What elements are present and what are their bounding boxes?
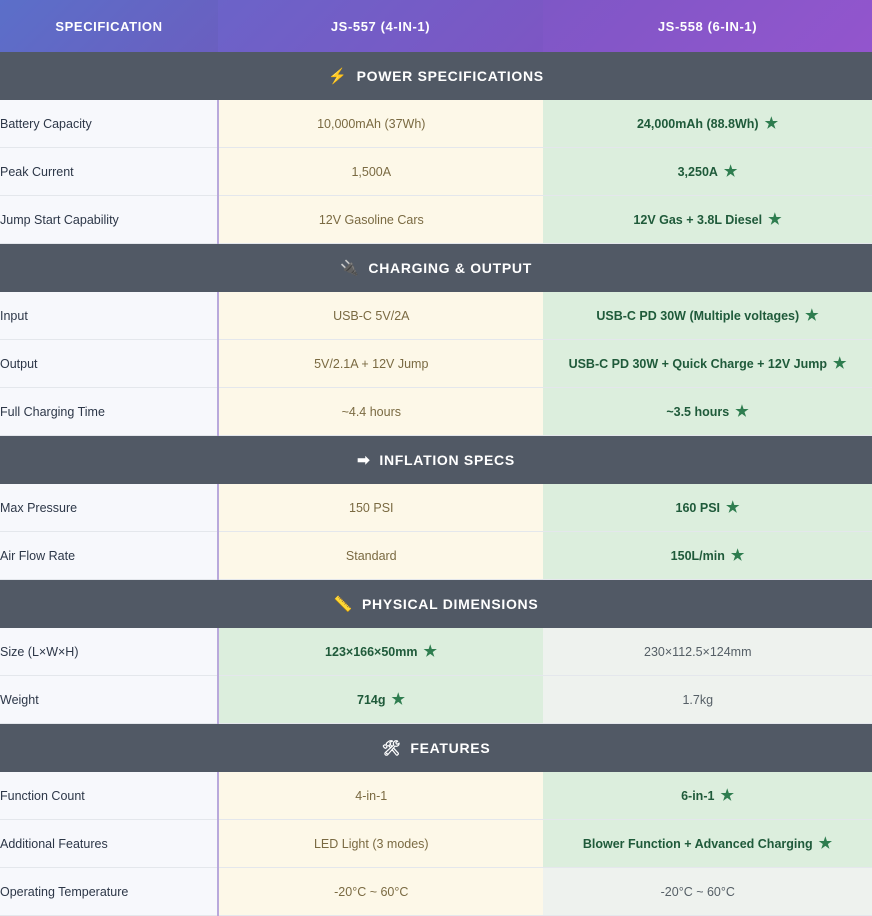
arrow-right-icon: ➡ xyxy=(357,451,371,469)
value-wrapper xyxy=(219,164,543,179)
value-cell-js558 xyxy=(543,148,872,196)
value-wrapper xyxy=(543,212,872,227)
value-cell-js558 xyxy=(543,532,872,580)
value-cell-js558 xyxy=(543,196,872,244)
value-text: 1.7kg xyxy=(682,692,714,707)
value-cell-js558 xyxy=(543,676,872,724)
header-row xyxy=(0,0,872,52)
winner-star-icon: ★ xyxy=(730,547,745,564)
value-text: 123×166×50mm xyxy=(325,644,418,659)
value-cell-js558 xyxy=(543,292,872,340)
section-header-content xyxy=(0,260,872,276)
winner-star-icon: ★ xyxy=(423,643,437,660)
table-row xyxy=(0,820,872,868)
spec-label: Output xyxy=(0,340,218,388)
spec-label: Jump Start Capability xyxy=(0,196,218,244)
table-row xyxy=(0,772,872,820)
value-cell-js557 xyxy=(218,628,543,676)
spec-label: Full Charging Time xyxy=(0,388,218,436)
value-cell-js558 xyxy=(543,868,872,916)
section-header-content xyxy=(0,68,872,84)
value-wrapper xyxy=(543,308,872,323)
section-title: CHARGING & OUTPUT xyxy=(368,260,532,276)
value-cell-js558 xyxy=(543,628,872,676)
table-row xyxy=(0,628,872,676)
value-text: ~3.5 hours xyxy=(666,404,730,419)
value-cell-js558 xyxy=(543,100,872,148)
value-text: 1,500A xyxy=(351,164,392,179)
section-title: POWER SPECIFICATIONS xyxy=(356,68,544,84)
table-row xyxy=(0,532,872,580)
value-text: 10,000mAh (37Wh) xyxy=(317,116,426,131)
value-wrapper xyxy=(543,644,872,659)
section-title: PHYSICAL DIMENSIONS xyxy=(361,596,539,612)
value-wrapper xyxy=(219,500,543,515)
value-cell-js557 xyxy=(218,532,543,580)
table-row xyxy=(0,292,872,340)
spec-label: Additional Features xyxy=(0,820,218,868)
value-wrapper xyxy=(219,788,543,803)
winner-star-icon: ★ xyxy=(723,163,738,180)
value-text: 24,000mAh (88.8Wh) xyxy=(636,116,759,131)
section-header-row xyxy=(0,580,872,629)
value-cell-js557 xyxy=(218,340,543,388)
spec-label: Peak Current xyxy=(0,148,218,196)
section-header-cell xyxy=(0,724,872,773)
value-text: 12V Gas + 3.8L Diesel xyxy=(633,212,763,227)
section-header-content xyxy=(0,596,872,612)
section-header-cell xyxy=(0,52,872,100)
spec-label: Size (L×W×H) xyxy=(0,628,218,676)
header-specification: SPECIFICATION xyxy=(0,0,218,52)
value-wrapper xyxy=(219,356,543,371)
value-wrapper xyxy=(543,116,872,131)
winner-star-icon: ★ xyxy=(720,787,734,804)
winner-star-icon: ★ xyxy=(726,499,740,516)
value-text: 12V Gasoline Cars xyxy=(318,212,424,227)
section-title: FEATURES xyxy=(410,740,491,756)
value-text: -20°C ~ 60°C xyxy=(660,884,735,899)
value-text: LED Light (3 modes) xyxy=(313,836,429,851)
value-wrapper xyxy=(219,692,543,707)
value-cell-js558 xyxy=(543,820,872,868)
value-text: Blower Function + Advanced Charging xyxy=(582,836,813,851)
value-wrapper xyxy=(543,500,872,515)
value-cell-js558 xyxy=(543,340,872,388)
value-wrapper xyxy=(219,212,543,227)
value-text: ~4.4 hours xyxy=(341,404,401,419)
table-header xyxy=(0,0,872,52)
value-text: -20°C ~ 60°C xyxy=(334,884,409,899)
spec-label: Operating Temperature xyxy=(0,868,218,916)
table-body xyxy=(0,52,872,916)
value-wrapper xyxy=(543,356,872,371)
value-text: 150L/min xyxy=(670,548,725,563)
table-row xyxy=(0,148,872,196)
section-header-row xyxy=(0,436,872,485)
value-cell-js557 xyxy=(218,388,543,436)
section-header-content xyxy=(0,452,872,468)
section-header-cell xyxy=(0,580,872,629)
value-cell-js558 xyxy=(543,772,872,820)
winner-star-icon: ★ xyxy=(735,403,749,420)
header-product-js558: JS-558 (6-IN-1) xyxy=(543,0,872,52)
value-wrapper xyxy=(543,164,872,179)
spec-label: Air Flow Rate xyxy=(0,532,218,580)
section-header-content xyxy=(0,740,872,756)
value-cell-js557 xyxy=(218,100,543,148)
spec-label: Function Count xyxy=(0,772,218,820)
value-cell-js557 xyxy=(218,484,543,532)
value-wrapper xyxy=(543,788,872,803)
section-header-row xyxy=(0,52,872,100)
value-cell-js557 xyxy=(218,292,543,340)
table-row xyxy=(0,484,872,532)
value-wrapper xyxy=(543,836,872,851)
section-header-cell xyxy=(0,244,872,293)
value-cell-js557 xyxy=(218,676,543,724)
value-text: 4-in-1 xyxy=(355,788,388,803)
table-row xyxy=(0,676,872,724)
winner-star-icon: ★ xyxy=(818,835,833,852)
value-cell-js557 xyxy=(218,196,543,244)
value-wrapper xyxy=(219,644,543,659)
value-text: 5V/2.1A + 12V Jump xyxy=(314,356,429,371)
header-product-js557: JS-557 (4-IN-1) xyxy=(218,0,543,52)
winner-star-icon: ★ xyxy=(764,115,779,132)
value-text: 3,250A xyxy=(677,164,718,179)
table-row xyxy=(0,868,872,916)
value-wrapper xyxy=(219,548,543,563)
value-cell-js558 xyxy=(543,388,872,436)
value-text: 230×112.5×124mm xyxy=(644,644,752,659)
value-cell-js557 xyxy=(218,148,543,196)
winner-star-icon: ★ xyxy=(832,355,847,372)
value-cell-js558 xyxy=(543,484,872,532)
spec-label: Input xyxy=(0,292,218,340)
value-wrapper xyxy=(543,548,872,563)
plug-icon: 🔌 xyxy=(340,259,360,277)
table-row xyxy=(0,100,872,148)
section-header-row xyxy=(0,244,872,293)
value-text: USB-C 5V/2A xyxy=(333,308,410,323)
value-wrapper xyxy=(543,404,872,419)
section-title: INFLATION SPECS xyxy=(379,452,515,468)
value-wrapper xyxy=(219,884,543,899)
value-wrapper xyxy=(219,836,543,851)
value-cell-js557 xyxy=(218,868,543,916)
value-text: 714g xyxy=(357,692,386,707)
value-text: 160 PSI xyxy=(675,500,721,515)
value-text: USB-C PD 30W + Quick Charge + 12V Jump xyxy=(568,356,827,371)
section-header-cell xyxy=(0,436,872,485)
value-wrapper xyxy=(219,404,543,419)
ruler-icon: 📏 xyxy=(333,595,353,613)
value-wrapper xyxy=(543,884,872,899)
value-wrapper xyxy=(543,692,872,707)
table-row xyxy=(0,388,872,436)
value-text: Standard xyxy=(345,548,397,563)
tools-icon: 🛠 xyxy=(381,739,402,757)
value-wrapper xyxy=(219,308,543,323)
spec-label: Battery Capacity xyxy=(0,100,218,148)
winner-star-icon: ★ xyxy=(768,211,782,228)
spec-label: Weight xyxy=(0,676,218,724)
value-text: USB-C PD 30W (Multiple voltages) xyxy=(596,308,800,323)
value-wrapper xyxy=(219,116,543,131)
table-row xyxy=(0,196,872,244)
winner-star-icon: ★ xyxy=(391,691,405,708)
value-cell-js557 xyxy=(218,772,543,820)
spec-label: Max Pressure xyxy=(0,484,218,532)
table-row xyxy=(0,340,872,388)
section-header-row xyxy=(0,724,872,773)
lightning-bolt-icon: ⚡ xyxy=(328,67,348,85)
value-cell-js557 xyxy=(218,820,543,868)
value-text: 6-in-1 xyxy=(681,788,715,803)
winner-star-icon: ★ xyxy=(805,307,819,324)
value-text: 150 PSI xyxy=(349,500,394,515)
